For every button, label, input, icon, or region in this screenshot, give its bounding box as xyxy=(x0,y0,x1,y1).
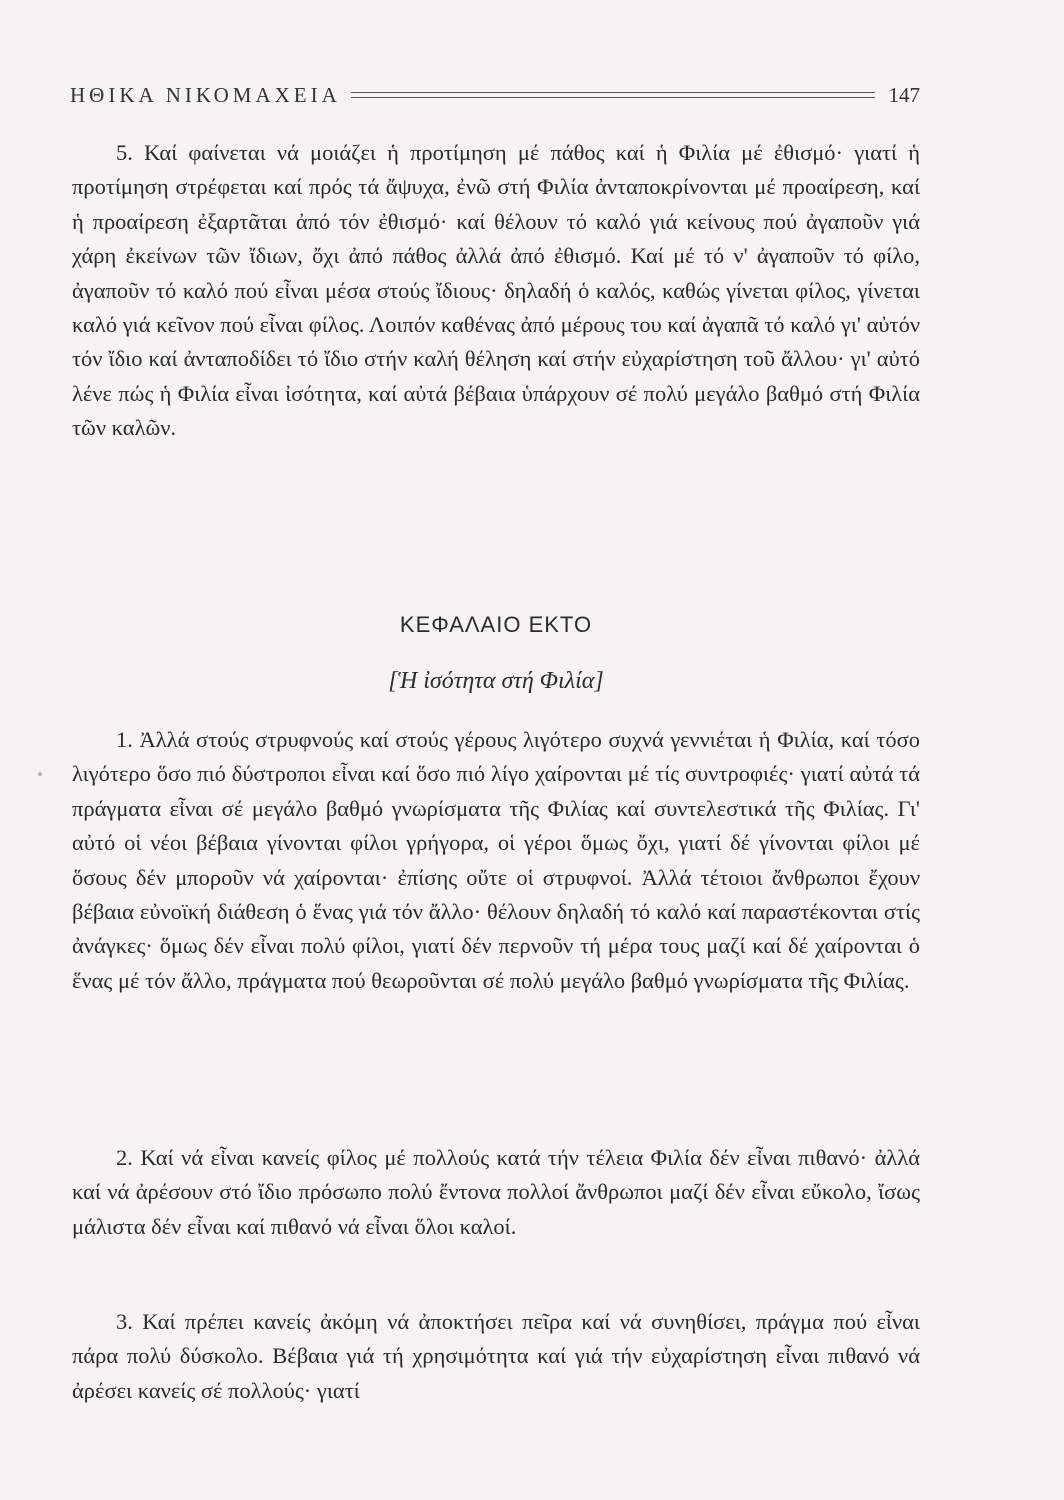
paragraph-section-3: 3. Καί πρέπει κανείς ἀκόμη νά ἀποκτήσει πεῖρα καί νά συνηθίσει, πράγμα πού εἶναι πάρα πολύ δύσκολο. Βέβαια γιά τή χρησιμότητα καί γιά τήν εὐχαρίστηση εἶναι πιθανό νά ἀρέσει κανείς σέ πολλούς· γιατί xyxy=(72,1309,920,1403)
header-double-rule xyxy=(351,92,875,98)
page-speck xyxy=(38,772,42,776)
paragraph-section-2: 2. Καί νά εἶναι κανείς φίλος μέ πολλούς κατά τήν τέλεια Φιλία δέν εἶναι πιθανό· ἀλλά καί νά ἀρέσουν στό ἴδιο πρόσωπο πολύ ἔντονα πολλοί ἄνθρωποι μαζί δέν εἶναι εὔκολο, ἴσως μάλιστα δέν εἶναι καί πιθανό νά εἶναι ὅλοι καλοί. xyxy=(72,1145,920,1239)
chapter-subheading: [Ἡ ἰσότητα στή Φιλία] xyxy=(388,668,604,694)
book-title: ΗΘΙΚΑ ΝΙΚΟΜΑΧΕΙΑ xyxy=(70,82,341,107)
paragraph-section-1: 1. Ἀλλά στούς στρυφνούς καί στούς γέρους λιγότερο συχνά γεννιέται ἡ Φιλία, καί τόσο λιγότερο ὅσο πιό δύστροποι εἶναι καί ὅσο πιό λίγο χαίρονται μέ τίς συντροφιές· γιατί αὐτά τά πράγματα εἶναι σέ μεγάλο βαθμό γνωρίσματα τῆς Φιλίας καί συντελεστικά τῆς Φιλίας. Γι' αὐτό οἱ νέοι βέβαια γίνονται φίλοι γρήγορα, οἱ γέροι ὅμως ὄχι, γιατί δέ γίνονται φίλοι μέ ὅσους δέν μποροῦν νά χαίρονται· ἐπίσης οὔτε οἱ στρυφνοί. Ἀλλά τέτοιοι ἄνθρωποι ἔχουν βέβαια εὐνοϊκή διάθεση ὁ ἕνας γιά τόν ἄλλο· θέλουν δηλαδή τό καλό καί παραστέκονται στίς ἀνάγκες· ὅμως δέν εἶναι πολύ φίλοι, γιατί δέν περνοῦν τή μέρα τους μαζί καί δέ χαίρονται ὁ ἕνας μέ τόν ἄλλο, πράγματα πού θεωροῦνται σέ πολύ μεγάλο βαθμό γνωρίσματα τῆς Φιλίας. xyxy=(72,727,920,993)
paragraph-section-5: 5. Καί φαίνεται νά μοιάζει ἡ προτίμηση μέ πάθος καί ἡ Φιλία μέ ἐθισμό· γιατί ἡ προτίμηση στρέφεται καί πρός τά ἄψυχα, ἐνῶ στή Φιλία ἀνταποκρίνονται μέ προαίρεση, καί ἡ προαίρεση ἐξαρτᾶται ἀπό τόν ἐθισμό· καί θέλουν τό καλό γιά κείνους πού ἀγαποῦν γιά χάρη ἐκείνων τῶν ἴδιων, ὄχι ἀπό πάθος ἀλλά ἀπό ἐθισμό. Καί μέ τό ν' ἀγαποῦν τό φίλο, ἀγαποῦν τό καλό πού εἶναι μέσα στούς ἴδιους· δηλαδή ὁ καλός, καθώς γίνεται φίλος, γίνεται καλό γιά κεῖνον πού εἶναι φίλος. Λοιπόν καθένας ἀπό μέρους του καί ἀγαπᾶ τό καλό γι' αὐτόν τόν ἴδιο καί ἀνταποδίδει τό ἴδιο στήν καλή θέληση καί στήν εὐχαρίστηση τοῦ ἄλλου· γι' αὐτό λένε πώς ἡ Φιλία εἶναι ἰσότητα, καί αὐτά βέβαια ὑπάρχουν σέ πολύ μεγάλο βαθμό στή Φιλία τῶν καλῶν. xyxy=(72,140,920,441)
running-header xyxy=(70,80,920,110)
chapter-heading: ΚΕΦΑΛΑΙΟ ΕΚΤΟ xyxy=(399,612,593,637)
page-number: 147 xyxy=(888,82,920,107)
